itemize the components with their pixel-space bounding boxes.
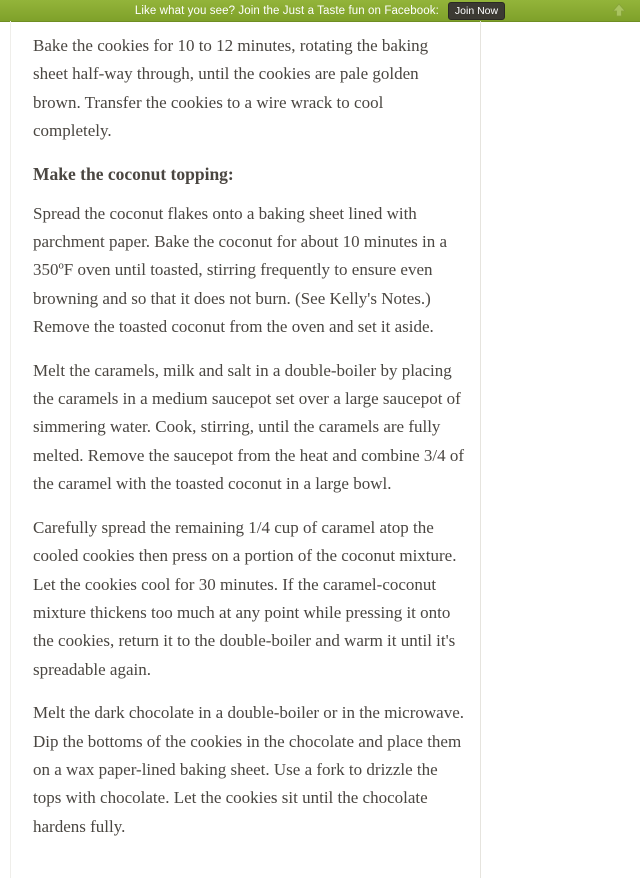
facebook-banner	[0, 0, 640, 21]
join-now-button[interactable]: Join Now	[448, 2, 505, 20]
sidebar-border	[480, 21, 481, 878]
scroll-to-top-icon[interactable]	[611, 2, 627, 18]
instruction-paragraph: Bake the cookies for 10 to 12 minutes, rotating the baking sheet half-way through, until the cookies are pale golden brown. Transfer the cookies to a wire wrack to cool completely.	[33, 36, 429, 141]
instruction-paragraph: Melt the dark chocolate in a double-boiler or in the microwave. Dip the bottoms of the cookies in the chocolate and place them on a wax paper-lined baking sheet. Use a fork to drizzle the tops with chocolate. Let the cookies sit until the chocolate hardens fully.	[33, 703, 464, 836]
instruction-paragraph: Carefully spread the remaining 1/4 cup of caramel atop the cooled cookies then press on a portion of the coconut mixture. Let the cookies cool for 30 minutes. If the caramel-coconut mixture thickens too much at any point while pressing it onto the cookies, return it to the double-boiler and warm it until it's spreadable again.	[33, 517, 457, 679]
instruction-paragraph: Melt the caramels, milk and salt in a double-boiler by placing the caramels in a medium saucepot set over a large saucepot of simmering water. Cook, stirring, until the caramels are fully melted. Remove the saucepot from the heat and combine 3/4 of the caramel with the toasted coconut in a large bowl.	[33, 360, 465, 494]
facebook-banner-text: Like what you see? Join the Just a Taste fun on Facebook:	[134, 4, 439, 17]
recipe-instructions	[33, 32, 465, 856]
section-heading: Make the coconut topping:	[33, 163, 234, 184]
instruction-paragraph: Spread the coconut flakes onto a baking sheet lined with parchment paper. Bake the coconut for about 10 minutes in a 350ºF oven until toasted, stirring frequently to ensure even browning and so that it does not burn. (See Kelly's Notes.) Remove the toasted coconut from the oven and set it aside.	[33, 203, 448, 337]
left-border	[10, 21, 11, 878]
